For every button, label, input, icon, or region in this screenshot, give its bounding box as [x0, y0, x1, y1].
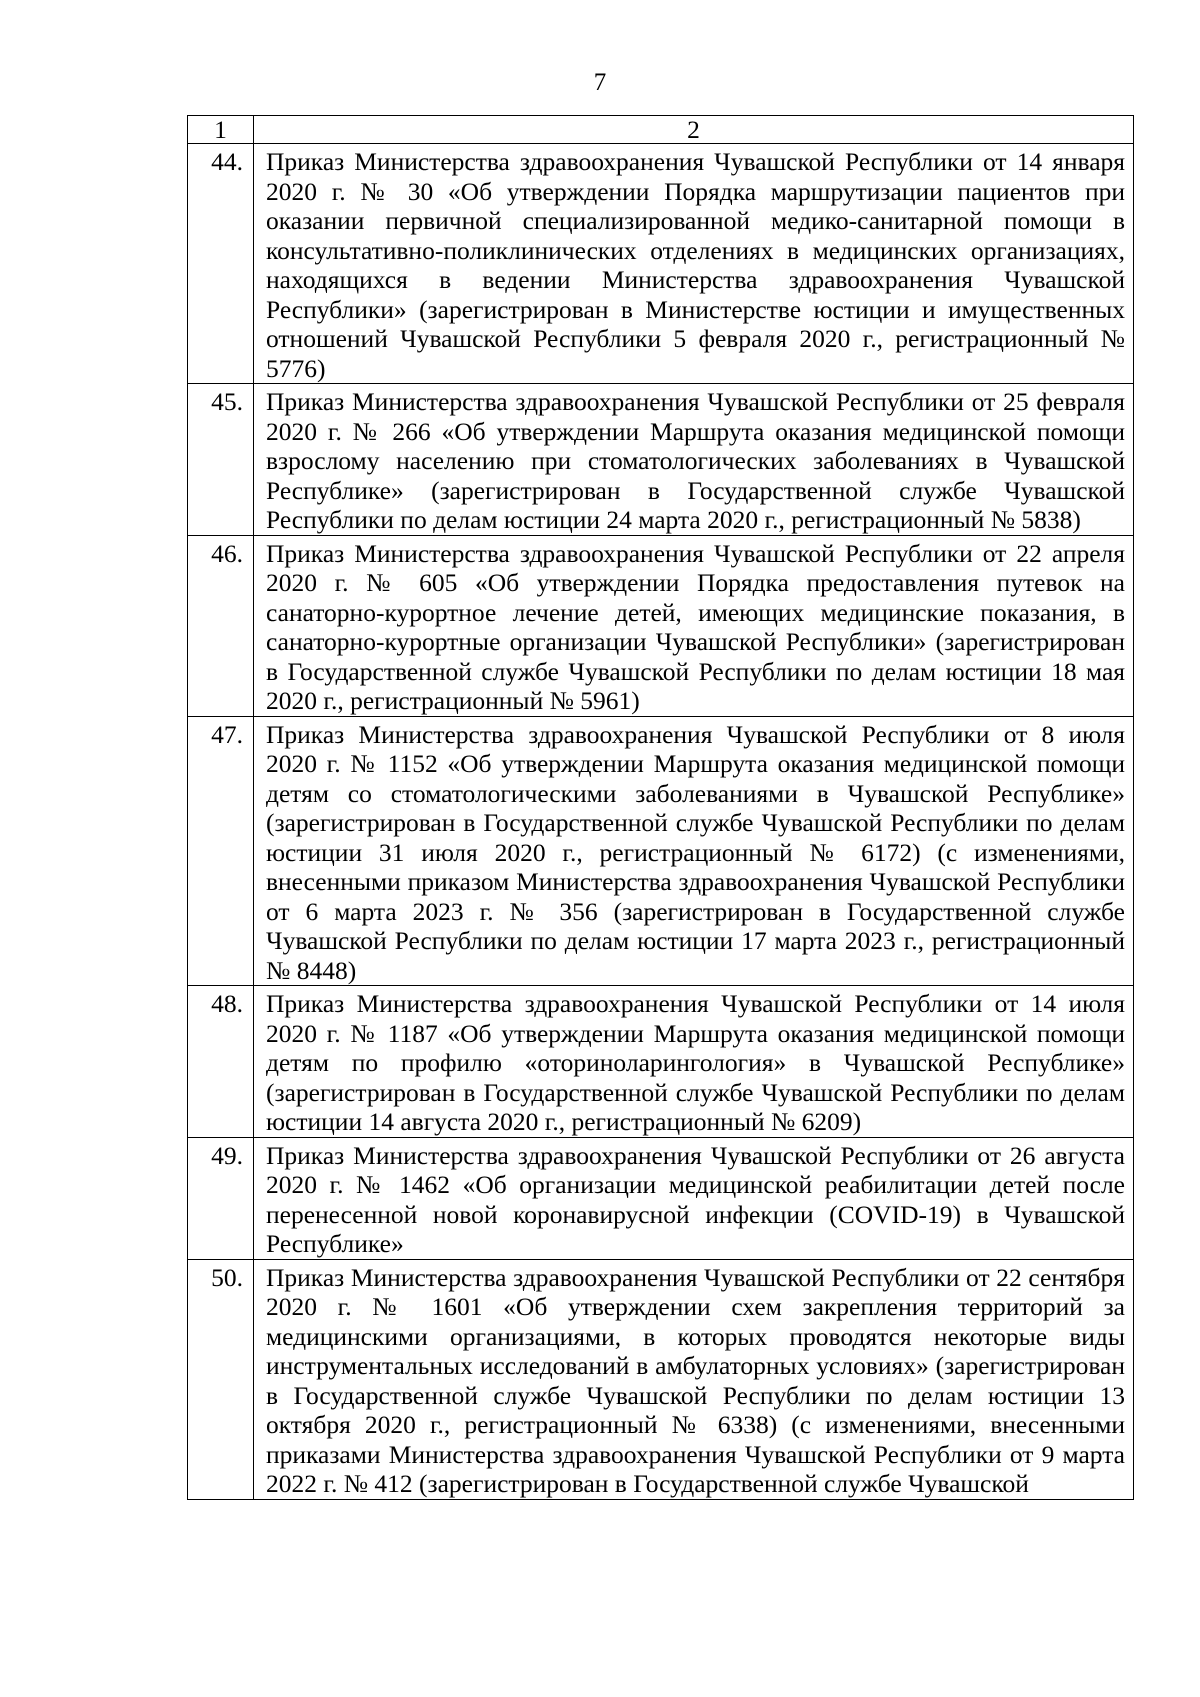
row-text: Приказ Министерства здравоохранения Чувашской Республики от 26 августа 2020 г. № 1462 «Об организации медицинской реабилитации детей после перенесенной новой коронавирусной инфекции (COVID-19) в Чувашской Республике» [254, 1137, 1134, 1259]
table-row [188, 1259, 1134, 1499]
row-text: Приказ Министерства здравоохранения Чувашской Республики от 22 апреля 2020 г. № 605 «Об утверждении Порядка предоставления путевок на санаторно-курортное лечение детей, имеющих медицинские показания, в санаторно-курортные организации Чувашской Республики» (зарегистрирован в Государственной службе Чувашской Республики по делам юстиции 18 мая 2020 г., регистрационный № 5961) [254, 535, 1134, 716]
page-number: 7 [593, 69, 607, 96]
row-text: Приказ Министерства здравоохранения Чувашской Республики от 14 января 2020 г. № 30 «Об утверждении Порядка маршрутизации пациентов при оказании первичной специализированной медико-санитарной помощи в консультативно-поликлинических отделениях в медицинских организациях, находящихся в ведении Министерства здравоохранения Чувашской Республики» (зарегистрирован в Министерстве юстиции и имущественных отношений Чувашской Республики 5 февраля 2020 г., регистрационный № 5776) [254, 144, 1134, 384]
row-number: 44. [188, 144, 254, 384]
row-text: Приказ Министерства здравоохранения Чувашской Республики от 22 сентября 2020 г. № 1601 «Об утверждении схем закрепления территорий за медицинскими организациями, в которых проводятся некоторые виды инструментальных исследований в амбулаторных условиях» (зарегистрирован в Государственной службе Чувашской Республики по делам юстиции 13 октября 2020 г., регистрационный № 6338) (с изменениями, внесенными приказами Министерства здравоохранения Чувашской Республики от 9 марта 2022 г. № 412 (зарегистрирован в Государственной службе Чувашской [254, 1259, 1134, 1499]
table-row [188, 384, 1134, 536]
legal-acts-table [187, 115, 1134, 1500]
table-row [188, 1137, 1134, 1259]
row-number: 50. [188, 1259, 254, 1499]
row-number: 45. [188, 384, 254, 536]
row-number: 48. [188, 986, 254, 1138]
row-number: 46. [188, 535, 254, 716]
table-row [188, 986, 1134, 1138]
row-text: Приказ Министерства здравоохранения Чувашской Республики от 25 февраля 2020 г. № 266 «Об утверждении Маршрута оказания медицинской помощи взрослому населению при стоматологических заболеваниях в Чувашской Республике» (зарегистрирован в Государственной службе Чувашской Республики по делам юстиции 24 марта 2020 г., регистрационный № 5838) [254, 384, 1134, 536]
table-row [188, 716, 1134, 986]
row-number: 49. [188, 1137, 254, 1259]
column-header-number: 1 [188, 116, 254, 144]
table-row [188, 144, 1134, 384]
table-header-row [188, 116, 1134, 144]
table-row [188, 535, 1134, 716]
row-number: 47. [188, 716, 254, 986]
column-header-text: 2 [254, 116, 1134, 144]
row-text: Приказ Министерства здравоохранения Чувашской Республики от 14 июля 2020 г. № 1187 «Об утверждении Маршрута оказания медицинской помощи детям по профилю «оториноларингология» в Чувашской Республике» (зарегистрирован в Государственной службе Чувашской Республики по делам юстиции 14 августа 2020 г., регистрационный № 6209) [254, 986, 1134, 1138]
row-text: Приказ Министерства здравоохранения Чувашской Республики от 8 июля 2020 г. № 1152 «Об утверждении Маршрута оказания медицинской помощи детям со стоматологическими заболеваниями в Чувашской Республике» (зарегистрирован в Государственной службе Чувашской Республики по делам юстиции 31 июля 2020 г., регистрационный № 6172) (с изменениями, внесенными приказом Министерства здравоохранения Чувашской Республики от 6 марта 2023 г. № 356 (зарегистрирован в Государственной службе Чувашской Республики по делам юстиции 17 марта 2023 г., регистрационный № 8448) [254, 716, 1134, 986]
